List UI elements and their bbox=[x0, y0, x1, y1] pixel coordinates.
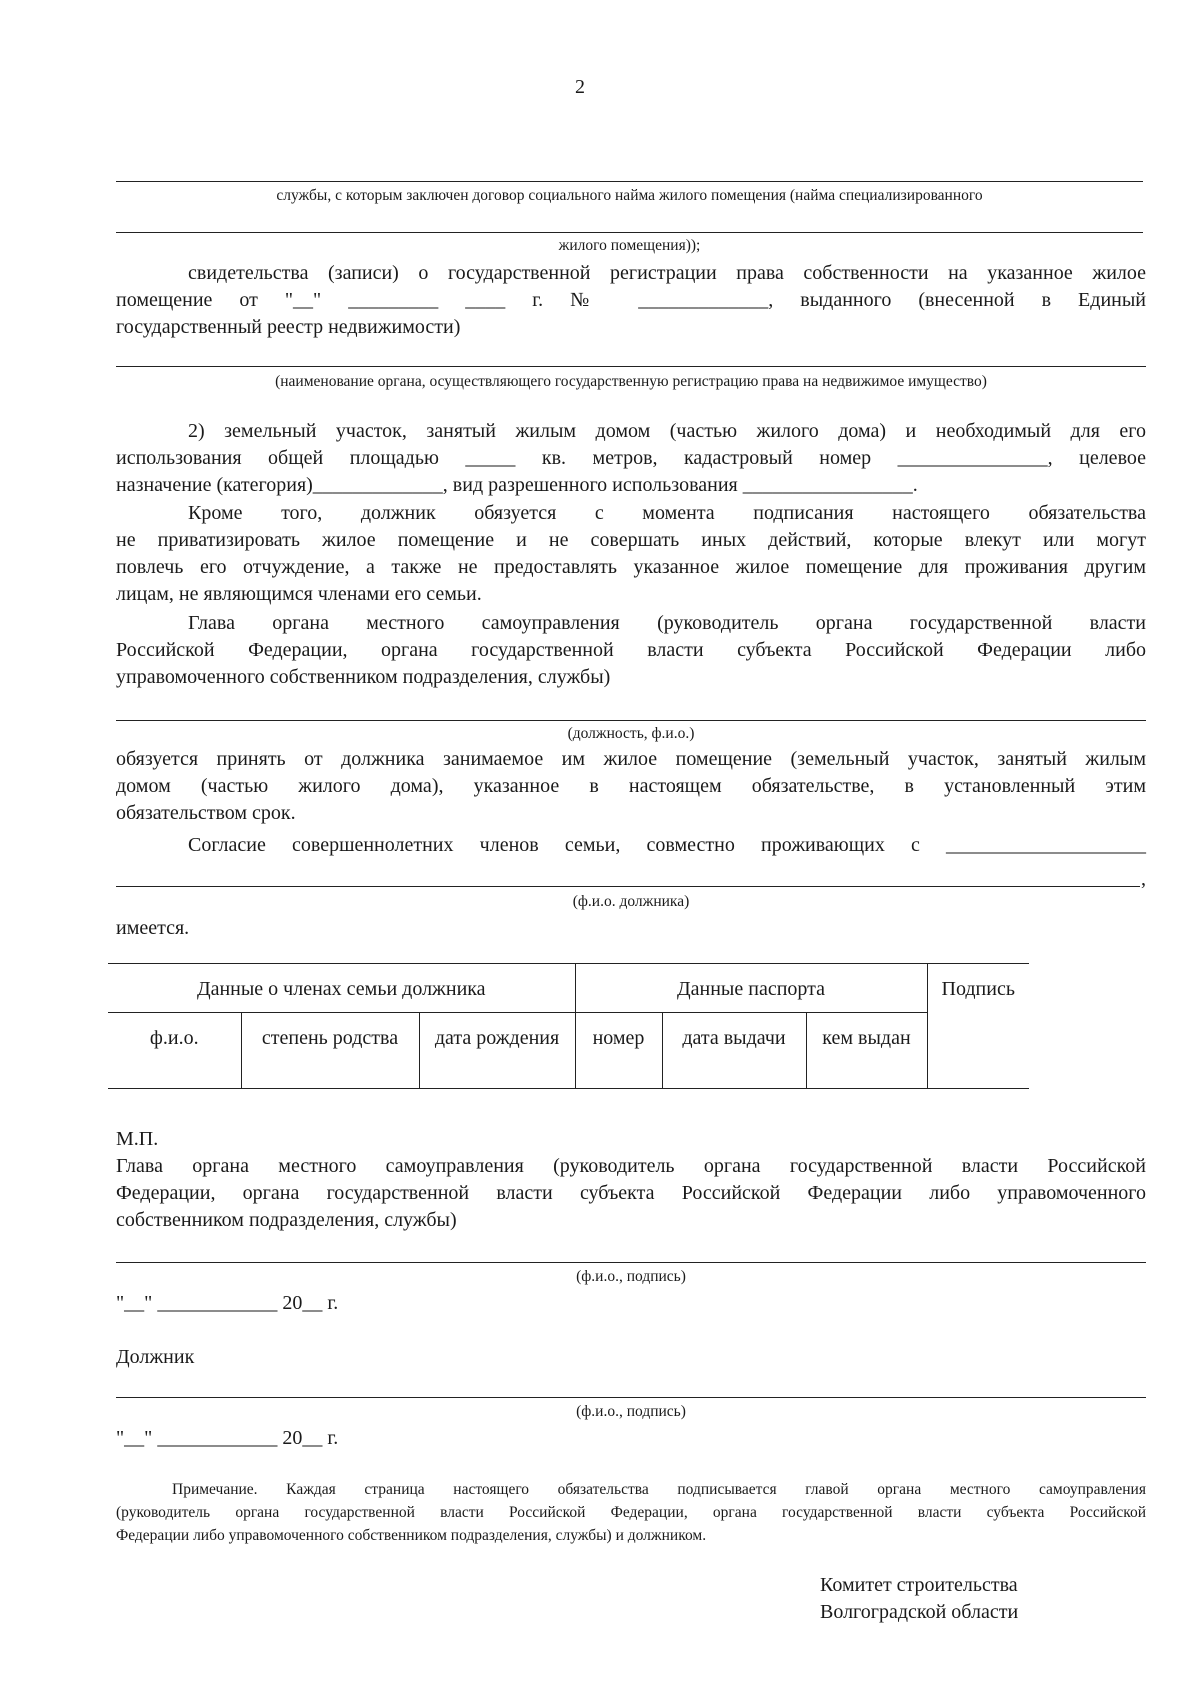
page-number: 2 bbox=[575, 76, 585, 98]
certificate-line-1: свидетельства (записи) о государственной регистрации права собственности на указанное жилое bbox=[188, 262, 1146, 284]
signature-line bbox=[116, 886, 1140, 887]
head-signature-date: "__" ____________ 20__ г. bbox=[116, 1292, 339, 1314]
obligation-line-3: повлечь его отчуждение, а также не предоставлять указанное жилое помещение для проживания другим bbox=[116, 556, 1146, 578]
consent-has: имеется. bbox=[116, 917, 190, 939]
debtor-label: Должник bbox=[116, 1346, 195, 1368]
caption-head-signature: (ф.и.о., подпись) bbox=[576, 1268, 686, 1285]
table-header-row bbox=[108, 964, 1029, 1013]
table-col-issued-by: кем выдан bbox=[806, 1013, 927, 1089]
accept-line-2: домом (частью жилого дома), указанное в настоящем обязательстве, в установленный этим bbox=[116, 775, 1146, 797]
table-signature-header: Подпись bbox=[927, 964, 1029, 1089]
note-line-1: Примечание. Каждая страница настоящего обязательства подписывается главой органа местного самоуправления bbox=[172, 1481, 1146, 1498]
table-col-passport-number: номер bbox=[575, 1013, 662, 1089]
table-group-family: Данные о членах семьи должника bbox=[108, 964, 575, 1013]
signature-line bbox=[116, 366, 1146, 367]
caption-housing: жилого помещения)); bbox=[558, 237, 701, 254]
signature-line bbox=[116, 232, 1143, 233]
signature-line bbox=[116, 181, 1143, 182]
signature-line bbox=[116, 1397, 1146, 1398]
head2-line-3: собственником подразделения, службы) bbox=[116, 1209, 457, 1231]
land-line-3: назначение (категория)_____________, вид разрешенного использования _________________. bbox=[116, 474, 918, 496]
debtor-signature-date: "__" ____________ 20__ г. bbox=[116, 1427, 339, 1449]
head2-line-2: Федерации, органа государственной власти субъекта Российской Федерации либо управомоченного bbox=[116, 1182, 1146, 1204]
signature-line bbox=[116, 720, 1146, 721]
table-col-name: ф.и.о. bbox=[108, 1013, 241, 1089]
head1-line-3: управомоченного собственником подразделения, службы) bbox=[116, 666, 611, 688]
table-col-issue-date: дата выдачи bbox=[662, 1013, 806, 1089]
obligation-line-4: лицам, не являющимся членами его семьи. bbox=[116, 583, 482, 605]
caption-debtor-signature: (ф.и.о., подпись) bbox=[576, 1403, 686, 1420]
obligation-line-1: Кроме того, должник обязуется с момента подписания настоящего обязательства bbox=[188, 502, 1146, 524]
note-line-3: Федерации либо управомоченного собственником подразделения, службы) и должником. bbox=[116, 1527, 707, 1544]
stamp-place: М.П. bbox=[116, 1128, 159, 1150]
footer-line-2: Волгоградской области bbox=[820, 1601, 1019, 1623]
consent-line-1: Согласие совершеннолетних членов семьи, совместно проживающих с ____________________ bbox=[188, 834, 1146, 856]
table-group-passport: Данные паспорта bbox=[575, 964, 927, 1013]
table-subheader-row bbox=[108, 1013, 1029, 1089]
obligation-line-2: не приватизировать жилое помещение и не совершать иных действий, которые влекут или могут bbox=[116, 529, 1146, 551]
family-members-table bbox=[108, 963, 1029, 1089]
footer-line-1: Комитет строительства bbox=[820, 1574, 1018, 1596]
land-line-1: 2) земельный участок, занятый жилым домом (частью жилого дома) и необходимый для его bbox=[188, 420, 1146, 442]
caption-service: службы, с которым заключен договор социального найма жилого помещения (найма специализированного bbox=[276, 187, 983, 204]
caption-debtor-name: (ф.и.о. должника) bbox=[572, 893, 690, 910]
head1-line-2: Российской Федерации, органа государственной власти субъекта Российской Федерации либо bbox=[116, 639, 1146, 661]
table-col-relation: степень родства bbox=[241, 1013, 419, 1089]
consent-comma: , bbox=[1141, 868, 1146, 890]
accept-line-1: обязуется принять от должника занимаемое им жилое помещение (земельный участок, занятый жилым bbox=[116, 748, 1146, 770]
accept-line-3: обязательством срок. bbox=[116, 802, 296, 824]
head2-line-1: Глава органа местного самоуправления (руководитель органа государственной власти Российской bbox=[116, 1155, 1146, 1177]
land-line-2: использования общей площадью _____ кв. метров, кадастровый номер _______________, целевое bbox=[116, 447, 1146, 469]
head1-line-1: Глава органа местного самоуправления (руководитель органа государственной власти bbox=[188, 612, 1146, 634]
signature-line bbox=[116, 1262, 1146, 1263]
table-col-birthdate: дата рождения bbox=[419, 1013, 575, 1089]
caption-position-name: (должность, ф.и.о.) bbox=[567, 725, 695, 742]
caption-registration-body: (наименование органа, осуществляющего государственную регистрацию права на недвижимое имущество) bbox=[275, 373, 987, 390]
certificate-line-3: государственный реестр недвижимости) bbox=[116, 316, 461, 338]
note-line-2: (руководитель органа государственной власти Российской Федерации, органа государственной власти субъекта Российской bbox=[116, 1504, 1146, 1521]
certificate-line-2: помещение от "__" _________ ____ г. № _____________, выданного (внесенной в Единый bbox=[116, 289, 1146, 311]
